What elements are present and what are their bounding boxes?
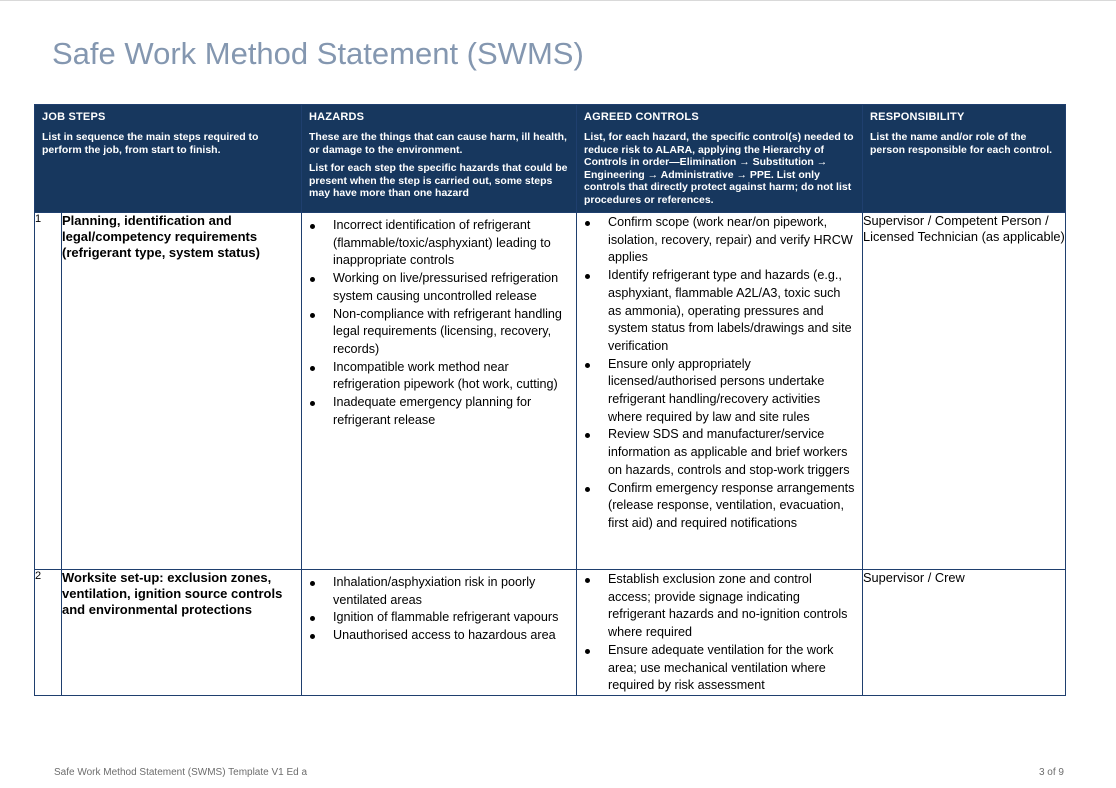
- responsibility-cell: Supervisor / Competent Person / Licensed Technician (as applicable): [863, 213, 1066, 570]
- header-description-secondary: List for each step the specific hazards that could be present when the step is carried out, some steps may have more than one hazard: [309, 162, 568, 199]
- hazards-list: [302, 213, 576, 429]
- table-row: [35, 570, 1066, 696]
- header-description: List the name and/or role of the person responsible for each control.: [870, 131, 1053, 156]
- controls-list: [577, 570, 862, 695]
- list-item: Ignition of flammable refrigerant vapours: [308, 609, 570, 627]
- header-description: List, for each hazard, the specific control(s) needed to reduce risk to ALARA, applying the Hierarchy of Controls in order—Elimination → Substitution → Engineering → Administrative → PPE. List only controls that directly protect against harm; do not list procedures or references.: [584, 131, 854, 206]
- header-title: JOB STEPS: [42, 111, 106, 123]
- header-title: HAZARDS: [309, 111, 365, 123]
- hazards-cell: [302, 570, 577, 696]
- list-item: Working on live/pressurised refrigeration system causing uncontrolled release: [308, 270, 570, 305]
- footer-page-number: 3 of 9: [1038, 767, 1064, 778]
- header-job-steps: [35, 105, 302, 213]
- list-item: Ensure only appropriately licensed/authorised persons undertake refrigerant handling/recovery activities where required by law and site rules: [583, 356, 856, 427]
- list-item: Identify refrigerant type and hazards (e.g., asphyxiant, flammable A2L/A3, toxic such as ammonia), operating pressures and system status from labels/drawings and site verification: [583, 267, 856, 356]
- step-description: Planning, identification and legal/competency requirements (refrigerant type, system status): [62, 213, 302, 570]
- list-item: Incorrect identification of refrigerant (flammable/toxic/asphyxiant) leading to inappropriate controls: [308, 217, 570, 270]
- list-item: Unauthorised access to hazardous area: [308, 627, 570, 645]
- controls-cell: [577, 570, 863, 696]
- header-agreed-controls: [577, 105, 863, 213]
- list-item: Non-compliance with refrigerant handling legal requirements (licensing, recovery, records): [308, 306, 570, 359]
- hazards-cell: [302, 213, 577, 570]
- header-responsibility: [863, 105, 1066, 213]
- list-item: Inhalation/asphyxiation risk in poorly ventilated areas: [308, 574, 570, 609]
- header-title: AGREED CONTROLS: [584, 111, 699, 123]
- table-row: [35, 213, 1066, 570]
- step-number: 1: [35, 213, 62, 570]
- step-number: 2: [35, 570, 62, 696]
- header-description: These are the things that can cause harm, ill health, or damage to the environment.: [309, 131, 567, 156]
- controls-cell: [577, 213, 863, 570]
- header-hazards: [302, 105, 577, 213]
- list-item: Review SDS and manufacturer/service information as applicable and brief workers on hazards, controls and stop-work triggers: [583, 426, 856, 479]
- responsibility-cell: Supervisor / Crew: [863, 570, 1066, 696]
- step-description: Worksite set-up: exclusion zones, ventilation, ignition source controls and environmental protections: [62, 570, 302, 696]
- list-item: Establish exclusion zone and control access; provide signage indicating refrigerant hazards and no-ignition controls where required: [583, 571, 856, 642]
- header-title: RESPONSIBILITY: [870, 111, 965, 123]
- list-item: Incompatible work method near refrigeration pipework (hot work, cutting): [308, 359, 570, 394]
- header-description: List in sequence the main steps required to perform the job, from start to finish.: [42, 131, 259, 156]
- footer-document-name: Safe Work Method Statement (SWMS) Template V1 Ed a: [54, 767, 308, 778]
- list-item: Confirm emergency response arrangements (release response, ventilation, evacuation, first aid) and required notifications: [583, 480, 856, 533]
- hazards-list: [302, 570, 576, 645]
- controls-list: [577, 213, 862, 533]
- list-item: Confirm scope (work near/on pipework, isolation, recovery, repair) and verify HRCW applies: [583, 214, 856, 267]
- list-item: Inadequate emergency planning for refrigerant release: [308, 394, 570, 429]
- page-title: Safe Work Method Statement (SWMS): [52, 36, 584, 71]
- table-header-row: [35, 105, 1066, 213]
- swms-table: [34, 104, 1066, 696]
- list-item: Ensure adequate ventilation for the work area; use mechanical ventilation where required by risk assessment: [583, 642, 856, 695]
- top-divider: [0, 0, 1116, 1]
